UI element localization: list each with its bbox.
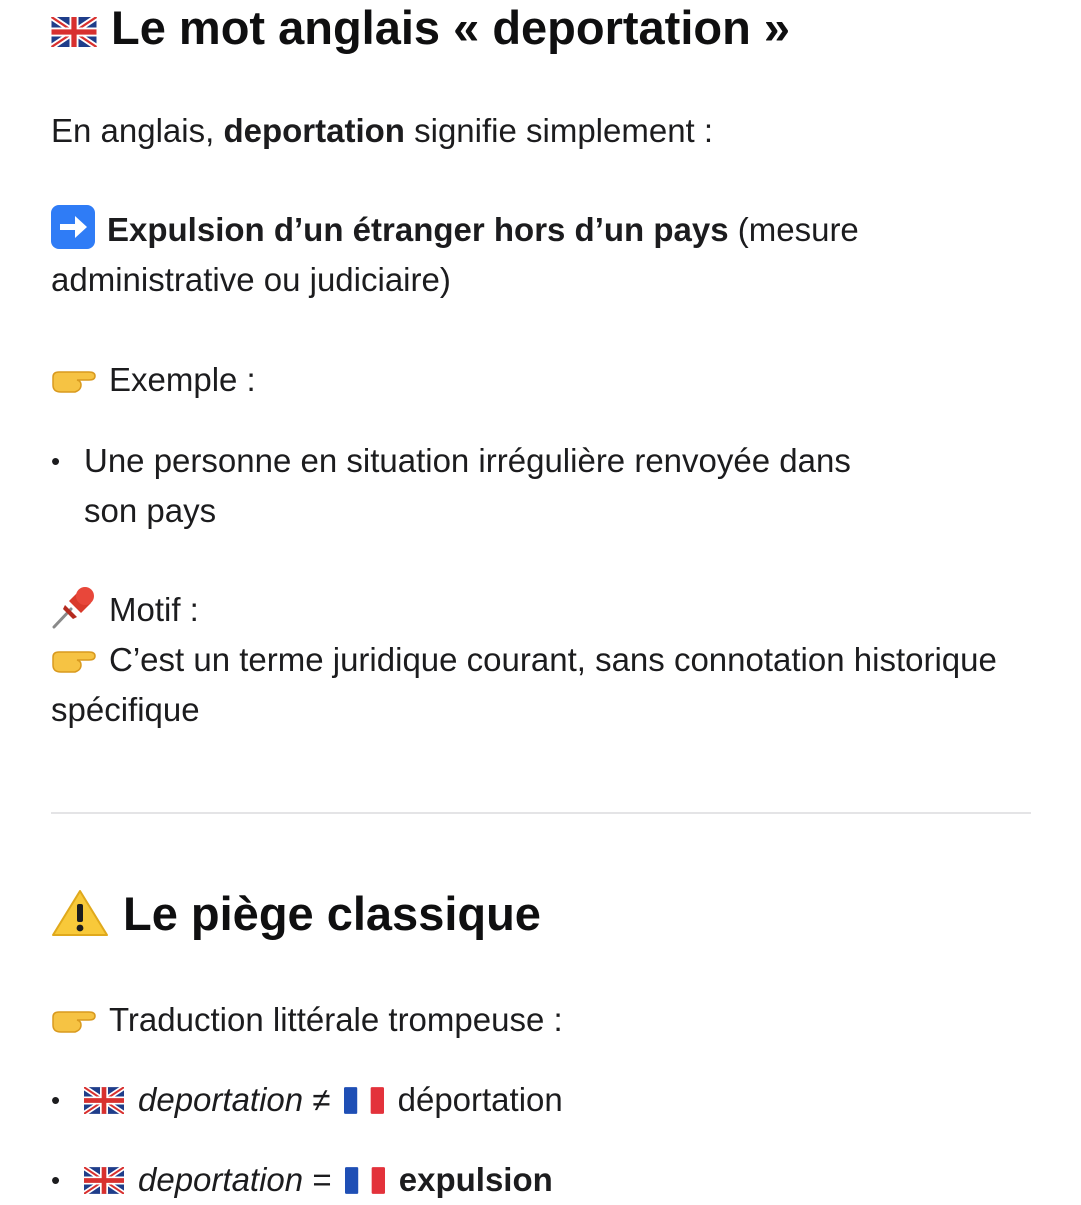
trap-label-line xyxy=(51,995,1031,1045)
pointing-hand-icon xyxy=(51,1005,97,1035)
example-label: Exemple : xyxy=(109,361,256,398)
definition-paragraph xyxy=(51,205,1031,305)
section-heading-text: Le piège classique xyxy=(123,887,541,940)
definition-term: Expulsion d’un étranger hors d’un pays xyxy=(107,211,729,248)
motif-label: Motif : xyxy=(109,591,199,628)
bullet-dot: • xyxy=(51,1085,61,1115)
list-item xyxy=(51,1075,1031,1125)
intro-prefix: En anglais, xyxy=(51,112,224,149)
france-flag-icon xyxy=(344,1087,384,1114)
comparison-row xyxy=(84,1155,553,1205)
section-heading-piege xyxy=(51,886,541,942)
example-bullet-line-2: son pays xyxy=(84,492,217,529)
warning-icon xyxy=(51,888,109,938)
trap-label: Traduction littérale trompeuse : xyxy=(109,1001,563,1038)
english-word: deportation xyxy=(138,1081,304,1118)
comparison-row xyxy=(84,1075,563,1125)
intro-suffix: signifie simplement : xyxy=(404,112,714,149)
example-bullet-line-1: Une personne en situation irrégulière renvoyée dans xyxy=(84,442,851,479)
comparison-operator: ≠ xyxy=(312,1081,331,1118)
bullet-dot: • xyxy=(51,1165,61,1195)
definition-detail: (mesure administrative ou judiciaire) xyxy=(51,211,859,298)
french-word: déportation xyxy=(397,1081,563,1118)
uk-flag-icon xyxy=(84,1087,124,1114)
pointing-hand-icon xyxy=(51,365,97,395)
english-word: deportation xyxy=(138,1161,304,1198)
comparison-operator: = xyxy=(312,1161,332,1198)
france-flag-icon xyxy=(345,1167,385,1194)
uk-flag-icon xyxy=(84,1167,124,1194)
bullet-dot: • xyxy=(51,446,61,476)
example-label-line xyxy=(51,355,1031,405)
section-divider xyxy=(51,812,1031,814)
intro-term: deportation xyxy=(223,112,405,149)
section-heading-text: Le mot anglais « deportation » xyxy=(111,1,790,54)
right-arrow-icon xyxy=(51,205,95,249)
section-heading-mot-anglais xyxy=(51,0,790,56)
motif-text xyxy=(51,635,1031,735)
list-item xyxy=(51,436,1031,536)
motif-description: C’est un terme juridique courant, sans connotation historique spécifique xyxy=(51,641,997,728)
pointing-hand-icon xyxy=(51,645,97,675)
pushpin-icon xyxy=(51,585,97,629)
list-item xyxy=(51,1155,1031,1205)
uk-flag-icon xyxy=(51,17,97,47)
french-word: expulsion xyxy=(398,1161,553,1198)
intro-paragraph xyxy=(51,106,1031,156)
motif-label-line xyxy=(51,585,1031,635)
